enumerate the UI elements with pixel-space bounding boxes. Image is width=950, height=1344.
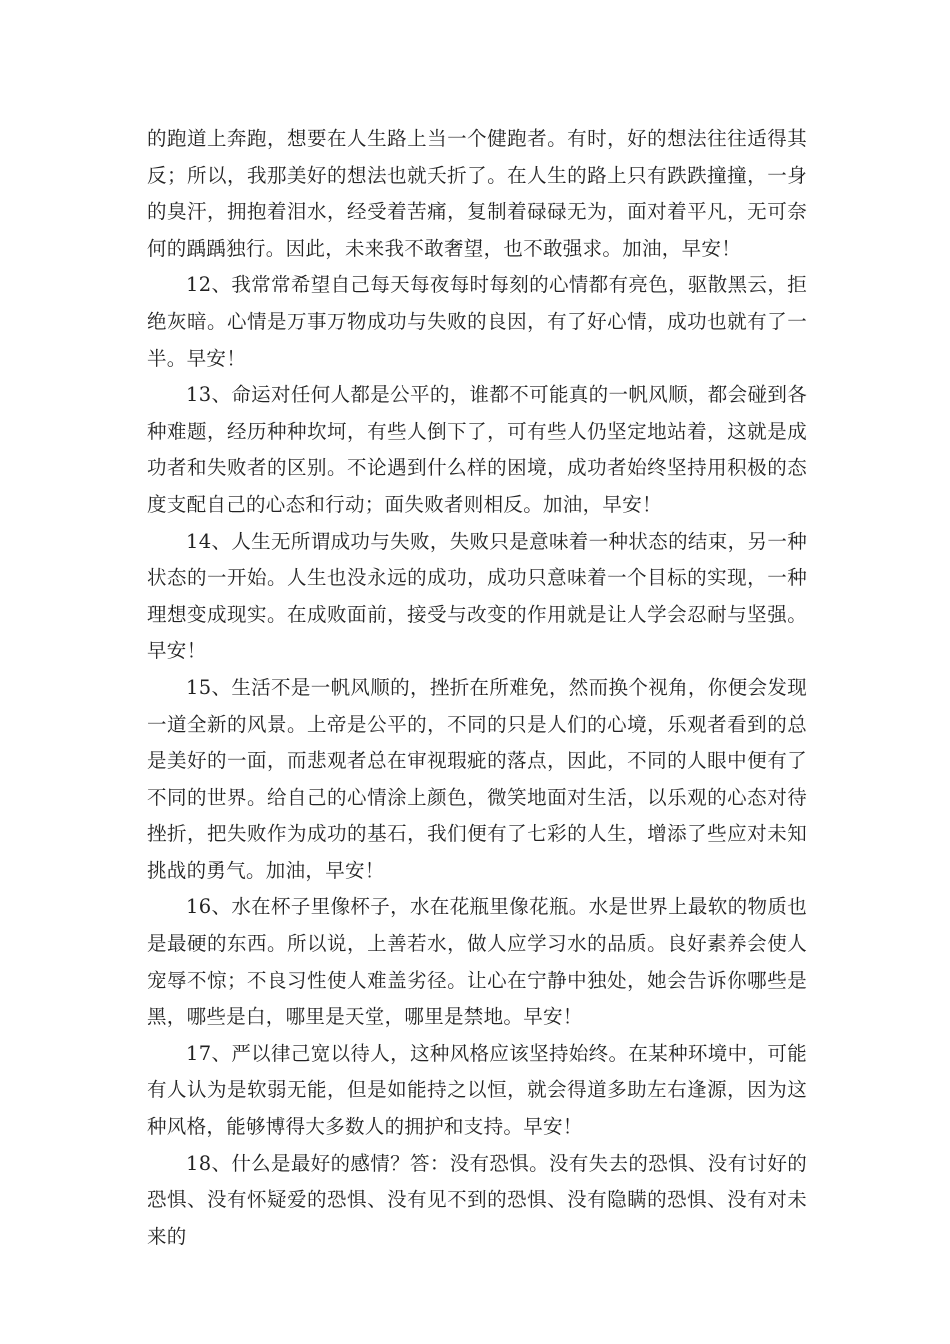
paragraph-17: 17、严以律己宽以待人，这种风格应该坚持始终。在某种环境中，可能有人认为是软弱无能，但是如能持之以恒，就会得道多助左右逢源，因为这种风格，能够博得大多数人的拥护和支持。早安！: [147, 1041, 807, 1139]
paragraph-16: 16、水在杯子里像杯子，水在花瓶里像花瓶。水是世界上最软的物质也是最硬的东西。所以说，上善若水，做人应学习水的品质。良好素养会使人宠辱不惊；不良习性使人难盖劣径。让心在宁静中独处，她会告诉你哪些是黑，哪些是白，哪里是天堂，哪里是禁地。早安！: [147, 895, 807, 1029]
paragraph-12: 12、我常常希望自己每天每夜每时每刻的心情都有亮色，驱散黑云，拒绝灰暗。心情是万事万物成功与失败的良因，有了好心情，成功也就有了一半。早安！: [147, 273, 807, 370]
document-body: [147, 121, 807, 1255]
paragraph-14: 14、人生无所谓成功与失败，失败只是意味着一种状态的结束，另一种状态的一开始。人生也没永远的成功，成功只意味着一个目标的实现，一种理想变成现实。在成败面前，接受与改变的作用就是让人学会忍耐与坚强。早安！: [147, 529, 807, 663]
paragraph-15: 15、生活不是一帆风顺的，挫折在所难免，然而换个视角，你便会发现一道全新的风景。上帝是公平的，不同的只是人们的心境，乐观者看到的总是美好的一面，而悲观者总在审视瑕疵的落点，因此，不同的人眼中便有了不同的世界。给自己的心情涂上颜色，微笑地面对生活，以乐观的心态对待挫折，把失败作为成功的基石，我们便有了七彩的人生，增添了些应对未知挑战的勇气。加油，早安！: [147, 675, 807, 882]
paragraph-18: 18、什么是最好的感情？答：没有恐惧。没有失去的恐惧、没有讨好的恐惧、没有怀疑爱的恐惧、没有见不到的恐惧、没有隐瞒的恐惧、没有对未来的: [147, 1151, 807, 1248]
paragraph-13: 13、命运对任何人都是公平的，谁都不可能真的一帆风顺，都会碰到各种难题，经历种种坎坷，有些人倒下了，可有些人仍坚定地站着，这就是成功者和失败者的区别。不论遇到什么样的困境，成功者始终坚持用积极的态度支配自己的心态和行动；面失败者则相反。加油，早安！: [147, 383, 807, 516]
paragraph-continued: 的跑道上奔跑，想要在人生路上当一个健跑者。有时，好的想法往往适得其反；所以，我那美好的想法也就夭折了。在人生的路上只有跌跌撞撞，一身的臭汗，拥抱着泪水，经受着苦痛，复制着碌碌无为，面对着平凡，无可奈何的踽踽独行。因此，未来我不敢奢望，也不敢强求。加油，早安！: [147, 127, 807, 260]
